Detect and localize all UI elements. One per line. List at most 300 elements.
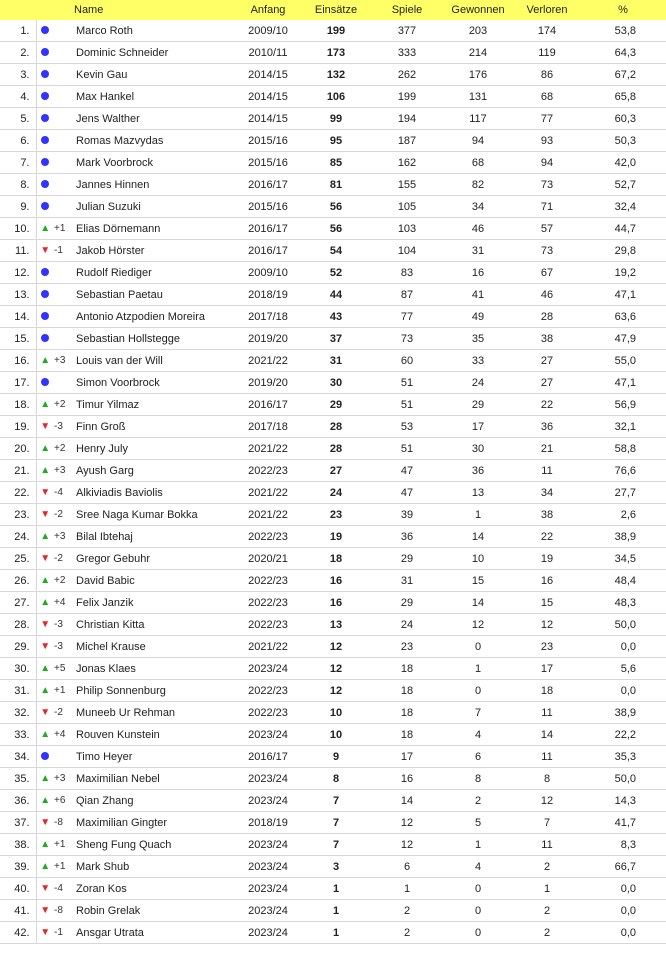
dot-icon [41,268,49,276]
dot-icon [41,70,49,78]
games-value: 36 [372,526,442,548]
start-season: 2023/24 [236,856,300,878]
player-name: Rudolf Riediger [74,262,236,284]
rank-change [54,328,74,350]
win-percentage: 0,0 [580,900,666,922]
rank-change [54,174,74,196]
appearances-value: 44 [300,284,372,306]
rank-cell: 10. [0,218,36,240]
table-row [0,922,666,944]
appearances-value: 132 [300,64,372,86]
appearances-value: 43 [300,306,372,328]
appearances-value: 12 [300,658,372,680]
table-row [0,174,666,196]
lost-value: 11 [514,746,580,768]
games-value: 1 [372,878,442,900]
rank-cell: 27. [0,592,36,614]
rank-change [54,306,74,328]
player-name: Zoran Kos [74,878,236,900]
win-percentage: 32,4 [580,196,666,218]
appearances-value: 52 [300,262,372,284]
appearances-value: 1 [300,922,372,944]
player-name: Maximilian Gingter [74,812,236,834]
rank-cell: 37. [0,812,36,834]
rank-change: +2 [54,394,74,416]
appearances-value: 9 [300,746,372,768]
trend-indicator [36,680,54,702]
games-value: 333 [372,42,442,64]
won-value: 35 [442,328,514,350]
lost-value: 38 [514,504,580,526]
rank-change: +2 [54,438,74,460]
win-percentage: 66,7 [580,856,666,878]
games-value: 18 [372,702,442,724]
start-season: 2016/17 [236,240,300,262]
start-season: 2014/15 [236,108,300,130]
player-name: Max Hankel [74,86,236,108]
down-arrow-icon: ▼ [40,641,51,652]
trend-indicator [36,20,54,42]
rank-change: -4 [54,878,74,900]
lost-value: 174 [514,20,580,42]
won-value: 2 [442,790,514,812]
start-season: 2014/15 [236,64,300,86]
start-season: 2018/19 [236,284,300,306]
rank-change: -2 [54,504,74,526]
games-value: 17 [372,746,442,768]
appearances-value: 23 [300,504,372,526]
appearances-value: 106 [300,86,372,108]
rank-change [54,64,74,86]
start-season: 2015/16 [236,152,300,174]
win-percentage: 27,7 [580,482,666,504]
appearances-value: 18 [300,548,372,570]
player-name: Jens Walther [74,108,236,130]
start-season: 2019/20 [236,372,300,394]
win-percentage: 0,0 [580,636,666,658]
win-percentage: 19,2 [580,262,666,284]
rank-cell: 36. [0,790,36,812]
appearances-value: 27 [300,460,372,482]
win-percentage: 52,7 [580,174,666,196]
appearances-value: 12 [300,636,372,658]
table-row [0,20,666,42]
player-name: David Babic [74,570,236,592]
player-name: Jannes Hinnen [74,174,236,196]
trend-indicator [36,614,54,636]
games-value: 73 [372,328,442,350]
won-value: 17 [442,416,514,438]
appearances-value: 7 [300,790,372,812]
win-percentage: 32,1 [580,416,666,438]
games-value: 39 [372,504,442,526]
start-season: 2015/16 [236,196,300,218]
start-season: 2020/21 [236,548,300,570]
won-value: 31 [442,240,514,262]
player-name: Henry July [74,438,236,460]
name-header: Name [74,0,236,20]
rank-change [54,372,74,394]
won-value: 4 [442,856,514,878]
win-percentage: 65,8 [580,86,666,108]
rank-cell: 13. [0,284,36,306]
games-value: 77 [372,306,442,328]
trend-indicator [36,812,54,834]
indicator-header [36,0,54,20]
appearances-value: 16 [300,570,372,592]
table-row [0,746,666,768]
trend-indicator [36,196,54,218]
win-percentage: 14,3 [580,790,666,812]
rank-change: -3 [54,416,74,438]
rank-cell: 23. [0,504,36,526]
lost-header: Verloren [514,0,580,20]
win-percentage: 44,7 [580,218,666,240]
lost-value: 2 [514,900,580,922]
down-arrow-icon: ▼ [40,817,51,828]
win-percentage: 67,2 [580,64,666,86]
appearances-value: 12 [300,680,372,702]
player-name: Julian Suzuki [74,196,236,218]
table-row [0,526,666,548]
start-season: 2023/24 [236,834,300,856]
trend-indicator [36,152,54,174]
trend-indicator [36,350,54,372]
lost-value: 34 [514,482,580,504]
rank-cell: 20. [0,438,36,460]
rank-change [54,20,74,42]
rank-change [54,42,74,64]
games-value: 51 [372,394,442,416]
games-value: 29 [372,548,442,570]
player-name: Sree Naga Kumar Bokka [74,504,236,526]
start-season: 2023/24 [236,658,300,680]
table-row [0,614,666,636]
lost-value: 7 [514,812,580,834]
table-row [0,658,666,680]
rank-cell: 6. [0,130,36,152]
games-value: 155 [372,174,442,196]
player-name: Qian Zhang [74,790,236,812]
won-value: 14 [442,526,514,548]
lost-value: 27 [514,372,580,394]
trend-indicator [36,416,54,438]
games-value: 24 [372,614,442,636]
dot-icon [41,312,49,320]
player-name: Alkiviadis Baviolis [74,482,236,504]
trend-indicator [36,284,54,306]
table-row [0,64,666,86]
won-value: 12 [442,614,514,636]
trend-indicator [36,42,54,64]
table-row [0,394,666,416]
rank-cell: 7. [0,152,36,174]
start-season: 2018/19 [236,812,300,834]
won-value: 131 [442,86,514,108]
rank-cell: 40. [0,878,36,900]
lost-value: 15 [514,592,580,614]
won-value: 10 [442,548,514,570]
win-percentage: 76,6 [580,460,666,482]
trend-indicator [36,702,54,724]
rank-change: -2 [54,548,74,570]
table-body [0,20,666,944]
appearances-value: 99 [300,108,372,130]
lost-value: 67 [514,262,580,284]
start-season: 2023/24 [236,724,300,746]
won-value: 49 [442,306,514,328]
games-value: 187 [372,130,442,152]
table-row [0,570,666,592]
player-name: Maximilian Nebel [74,768,236,790]
won-value: 16 [442,262,514,284]
appearances-value: 37 [300,328,372,350]
won-value: 1 [442,658,514,680]
rank-cell: 30. [0,658,36,680]
win-percentage: 0,0 [580,922,666,944]
rank-cell: 3. [0,64,36,86]
won-value: 5 [442,812,514,834]
dot-icon [41,92,49,100]
rank-cell: 14. [0,306,36,328]
appearances-value: 1 [300,878,372,900]
appearances-value: 8 [300,768,372,790]
trend-indicator [36,218,54,240]
games-value: 12 [372,834,442,856]
won-value: 33 [442,350,514,372]
lost-value: 12 [514,614,580,636]
player-name: Sebastian Hollstegge [74,328,236,350]
rank-change: -3 [54,614,74,636]
rank-cell: 26. [0,570,36,592]
table-row [0,284,666,306]
win-percentage: 48,3 [580,592,666,614]
won-value: 36 [442,460,514,482]
up-arrow-icon: ▲ [40,399,51,410]
player-name: Rouven Kunstein [74,724,236,746]
trend-indicator [36,592,54,614]
won-value: 1 [442,504,514,526]
rank-cell: 38. [0,834,36,856]
won-value: 4 [442,724,514,746]
player-name: Bilal Ibtehaj [74,526,236,548]
rank-cell: 1. [0,20,36,42]
rank-cell: 35. [0,768,36,790]
lost-value: 94 [514,152,580,174]
rank-change [54,152,74,174]
player-name: Mark Voorbrock [74,152,236,174]
table-row [0,592,666,614]
win-percentage: 38,9 [580,702,666,724]
rank-cell: 2. [0,42,36,64]
start-season: 2022/23 [236,570,300,592]
trend-indicator [36,548,54,570]
appearances-value: 85 [300,152,372,174]
rank-change: +3 [54,460,74,482]
games-value: 199 [372,86,442,108]
trend-indicator [36,768,54,790]
rank-cell: 28. [0,614,36,636]
start-season: 2016/17 [236,746,300,768]
rank-change: -8 [54,900,74,922]
trend-indicator [36,240,54,262]
lost-value: 11 [514,834,580,856]
games-value: 14 [372,790,442,812]
appearances-value: 28 [300,416,372,438]
rank-cell: 25. [0,548,36,570]
trend-indicator [36,746,54,768]
win-percentage: 8,3 [580,834,666,856]
win-percentage: 53,8 [580,20,666,42]
player-name: Elias Dörnemann [74,218,236,240]
table-row [0,702,666,724]
player-name: Timur Yilmaz [74,394,236,416]
games-value: 262 [372,64,442,86]
start-season: 2017/18 [236,416,300,438]
table-row [0,196,666,218]
table-row [0,86,666,108]
down-arrow-icon: ▼ [40,905,51,916]
start-season: 2017/18 [236,306,300,328]
rank-cell: 33. [0,724,36,746]
won-value: 24 [442,372,514,394]
appearances-value: 13 [300,614,372,636]
rank-cell: 39. [0,856,36,878]
lost-value: 28 [514,306,580,328]
table-row [0,680,666,702]
rank-change [54,746,74,768]
won-value: 203 [442,20,514,42]
lost-value: 19 [514,548,580,570]
down-arrow-icon: ▼ [40,245,51,256]
appearances-value: 31 [300,350,372,372]
dot-icon [41,180,49,188]
start-season: 2010/11 [236,42,300,64]
appearances-value: 1 [300,900,372,922]
lost-value: 73 [514,240,580,262]
rank-change: +4 [54,592,74,614]
dot-icon [41,136,49,144]
trend-indicator [36,438,54,460]
lost-value: 73 [514,174,580,196]
down-arrow-icon: ▼ [40,927,51,938]
rank-change [54,86,74,108]
appearances-header: Einsätze [300,0,372,20]
player-name: Timo Heyer [74,746,236,768]
rank-change [54,284,74,306]
appearances-value: 54 [300,240,372,262]
win-percentage: 0,0 [580,878,666,900]
lost-value: 57 [514,218,580,240]
games-value: 16 [372,768,442,790]
trend-indicator [36,856,54,878]
won-value: 34 [442,196,514,218]
win-percentage: 38,9 [580,526,666,548]
start-season: 2009/10 [236,262,300,284]
dot-icon [41,202,49,210]
up-arrow-icon: ▲ [40,795,51,806]
win-percentage: 63,6 [580,306,666,328]
appearances-value: 19 [300,526,372,548]
won-value: 29 [442,394,514,416]
games-value: 47 [372,460,442,482]
win-percentage: 55,0 [580,350,666,372]
table-row [0,460,666,482]
rank-cell: 42. [0,922,36,944]
player-name: Sebastian Paetau [74,284,236,306]
table-row [0,416,666,438]
win-percentage: 47,9 [580,328,666,350]
trend-indicator [36,834,54,856]
up-arrow-icon: ▲ [40,465,51,476]
up-arrow-icon: ▲ [40,729,51,740]
won-header: Gewonnen [442,0,514,20]
player-name: Ayush Garg [74,460,236,482]
player-name: Christian Kitta [74,614,236,636]
games-value: 377 [372,20,442,42]
trend-indicator [36,504,54,526]
table-row [0,240,666,262]
trend-indicator [36,482,54,504]
win-percentage: 29,8 [580,240,666,262]
appearances-value: 30 [300,372,372,394]
rank-change [54,196,74,218]
rank-change: +1 [54,834,74,856]
won-value: 41 [442,284,514,306]
won-value: 176 [442,64,514,86]
start-season: 2014/15 [236,86,300,108]
trend-indicator [36,372,54,394]
player-name: Felix Janzik [74,592,236,614]
lost-value: 86 [514,64,580,86]
change-header [54,0,74,20]
lost-value: 11 [514,460,580,482]
table-row [0,856,666,878]
start-season: 2023/24 [236,878,300,900]
rank-header [0,0,36,20]
trend-indicator [36,526,54,548]
down-arrow-icon: ▼ [40,421,51,432]
table-row [0,812,666,834]
win-percentage: 34,5 [580,548,666,570]
win-percentage: 0,0 [580,680,666,702]
table-row [0,504,666,526]
games-value: 18 [372,658,442,680]
lost-value: 16 [514,570,580,592]
table-row [0,328,666,350]
trend-indicator [36,724,54,746]
trend-indicator [36,130,54,152]
won-value: 8 [442,768,514,790]
start-season: 2021/22 [236,636,300,658]
up-arrow-icon: ▲ [40,355,51,366]
won-value: 13 [442,482,514,504]
lost-value: 71 [514,196,580,218]
rank-change: -8 [54,812,74,834]
win-percentage: 58,8 [580,438,666,460]
table-row [0,372,666,394]
win-percentage: 50,3 [580,130,666,152]
down-arrow-icon: ▼ [40,883,51,894]
games-value: 162 [372,152,442,174]
won-value: 1 [442,834,514,856]
won-value: 6 [442,746,514,768]
appearances-value: 24 [300,482,372,504]
table-row [0,790,666,812]
win-percentage: 64,3 [580,42,666,64]
trend-indicator [36,108,54,130]
player-name: Dominic Schneider [74,42,236,64]
